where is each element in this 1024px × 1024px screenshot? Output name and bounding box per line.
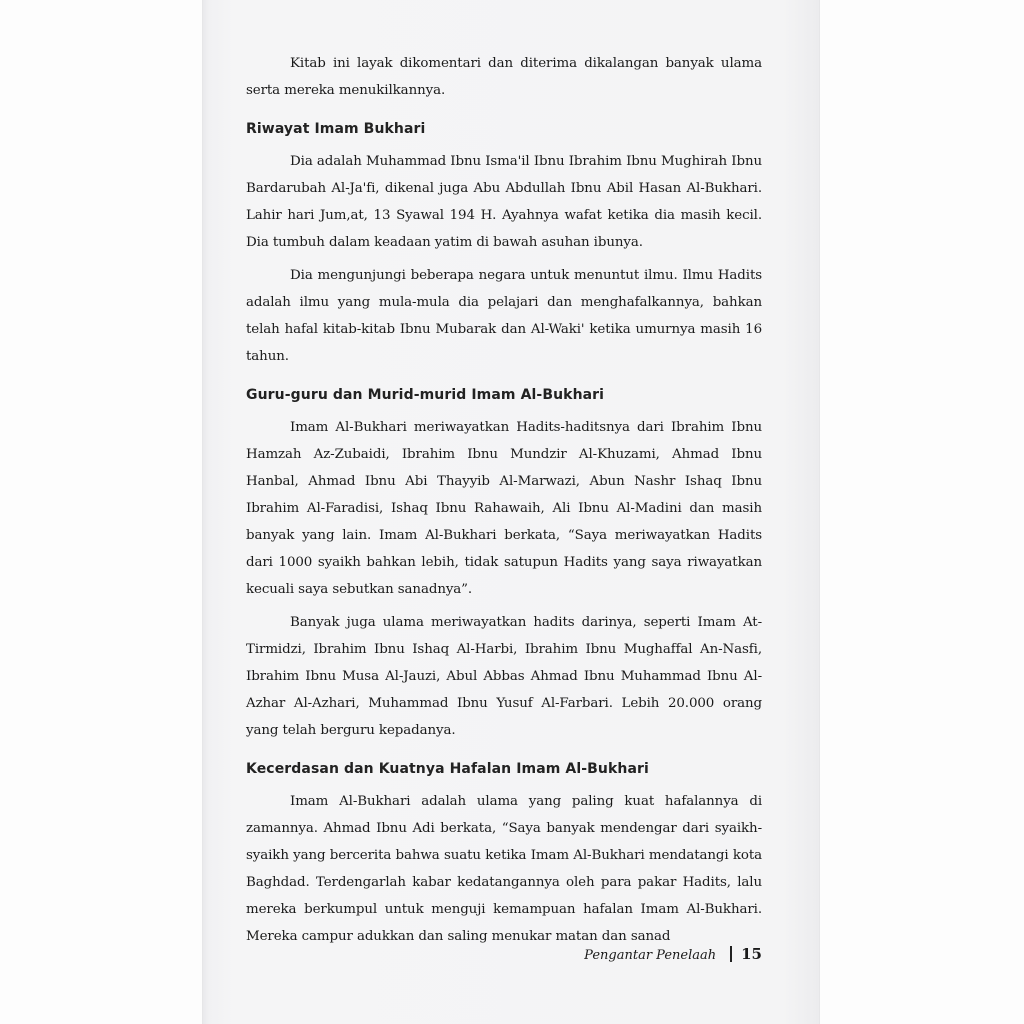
intro-paragraph: Kitab ini layak dikomentari dan diterima dikalangan banyak ulama serta mereka menukilkannya. [246, 56, 762, 98]
body-paragraph: Dia mengunjungi beberapa negara untuk menuntut ilmu. Ilmu Hadits adalah ilmu yang mula-mula dia pelajari dan menghafalkannya, bahkan telah hafal kitab-kitab Ibnu Mubarak dan Al-Waki' ketika umurnya masih 16 tahun. [246, 268, 762, 364]
page-footer [246, 944, 762, 968]
body-paragraph: Banyak juga ulama meriwayatkan hadits darinya, seperti Imam At-Tirmidzi, Ibrahim Ibnu Ishaq Al-Harbi, Ibrahim Ibnu Mughaffal An-Nasfi, Ibrahim Ibnu Musa Al-Jauzi, Abul Abbas Ahmad Ibnu Muhammad Ibnu Al-Azhar Al-Azhari, Muhammad Ibnu Yusuf Al-Farbari. Lebih 20.000 orang yang telah berguru kepadanya. [246, 615, 762, 738]
page-number: 15 [741, 945, 762, 963]
running-footer-title: Pengantar Penelaah [584, 948, 717, 963]
body-paragraph: Dia adalah Muhammad Ibnu Isma'il Ibnu Ibrahim Ibnu Mughirah Ibnu Bardarubah Al-Ja'fi, dikenal juga Abu Abdullah Ibnu Abil Hasan Al-Bukhari. Lahir hari Jum,at, 13 Syawal 194 H. Ayahnya wafat ketika dia masih kecil. Dia tumbuh dalam keadaan yatim di bawah asuhan ibunya. [246, 154, 762, 250]
body-paragraph: Imam Al-Bukhari meriwayatkan Hadits-haditsnya dari Ibrahim Ibnu Hamzah Az-Zubaidi, Ibrahim Ibnu Mundzir Al-Khuzami, Ahmad Ibnu Hanbal, Ahmad Ibnu Abi Thayyib Al-Marwazi, Abun Nashr Ishaq Ibnu Ibrahim Al-Faradisi, Ishaq Ibnu Rahawaih, Ali Ibnu Al-Madini dan masih banyak yang lain. Imam Al-Bukhari berkata, “Saya meriwayatkan Hadits dari 1000 syaikh bahkan lebih, tidak satupun Hadits yang saya riwayatkan kecuali saya sebutkan sanadnya”. [246, 420, 762, 597]
section-guru-murid [246, 384, 762, 744]
body-paragraph: Imam Al-Bukhari adalah ulama yang paling kuat hafalannya di zamannya. Ahmad Ibnu Adi berkata, “Saya banyak mendengar dari syaikh-syaikh yang bercerita bahwa suatu ketika Imam Al-Bukhari mendatangi kota Baghdad. Terdengarlah kabar kedatangannya oleh para pakar Hadits, lalu mereka berkumpul untuk menguji kemampuan hafalan Imam Al-Bukhari. Mereka campur adukkan dan saling menukar matan dan sanad [246, 794, 762, 944]
page-content [246, 50, 762, 950]
section-riwayat [246, 118, 762, 370]
section-heading: Guru-guru dan Murid-murid Imam Al-Bukhari [246, 387, 605, 403]
section-heading: Kecerdasan dan Kuatnya Hafalan Imam Al-Bukhari [246, 761, 649, 777]
section-heading: Riwayat Imam Bukhari [246, 121, 426, 137]
section-kecerdasan [246, 758, 762, 950]
footer-divider [730, 946, 732, 962]
